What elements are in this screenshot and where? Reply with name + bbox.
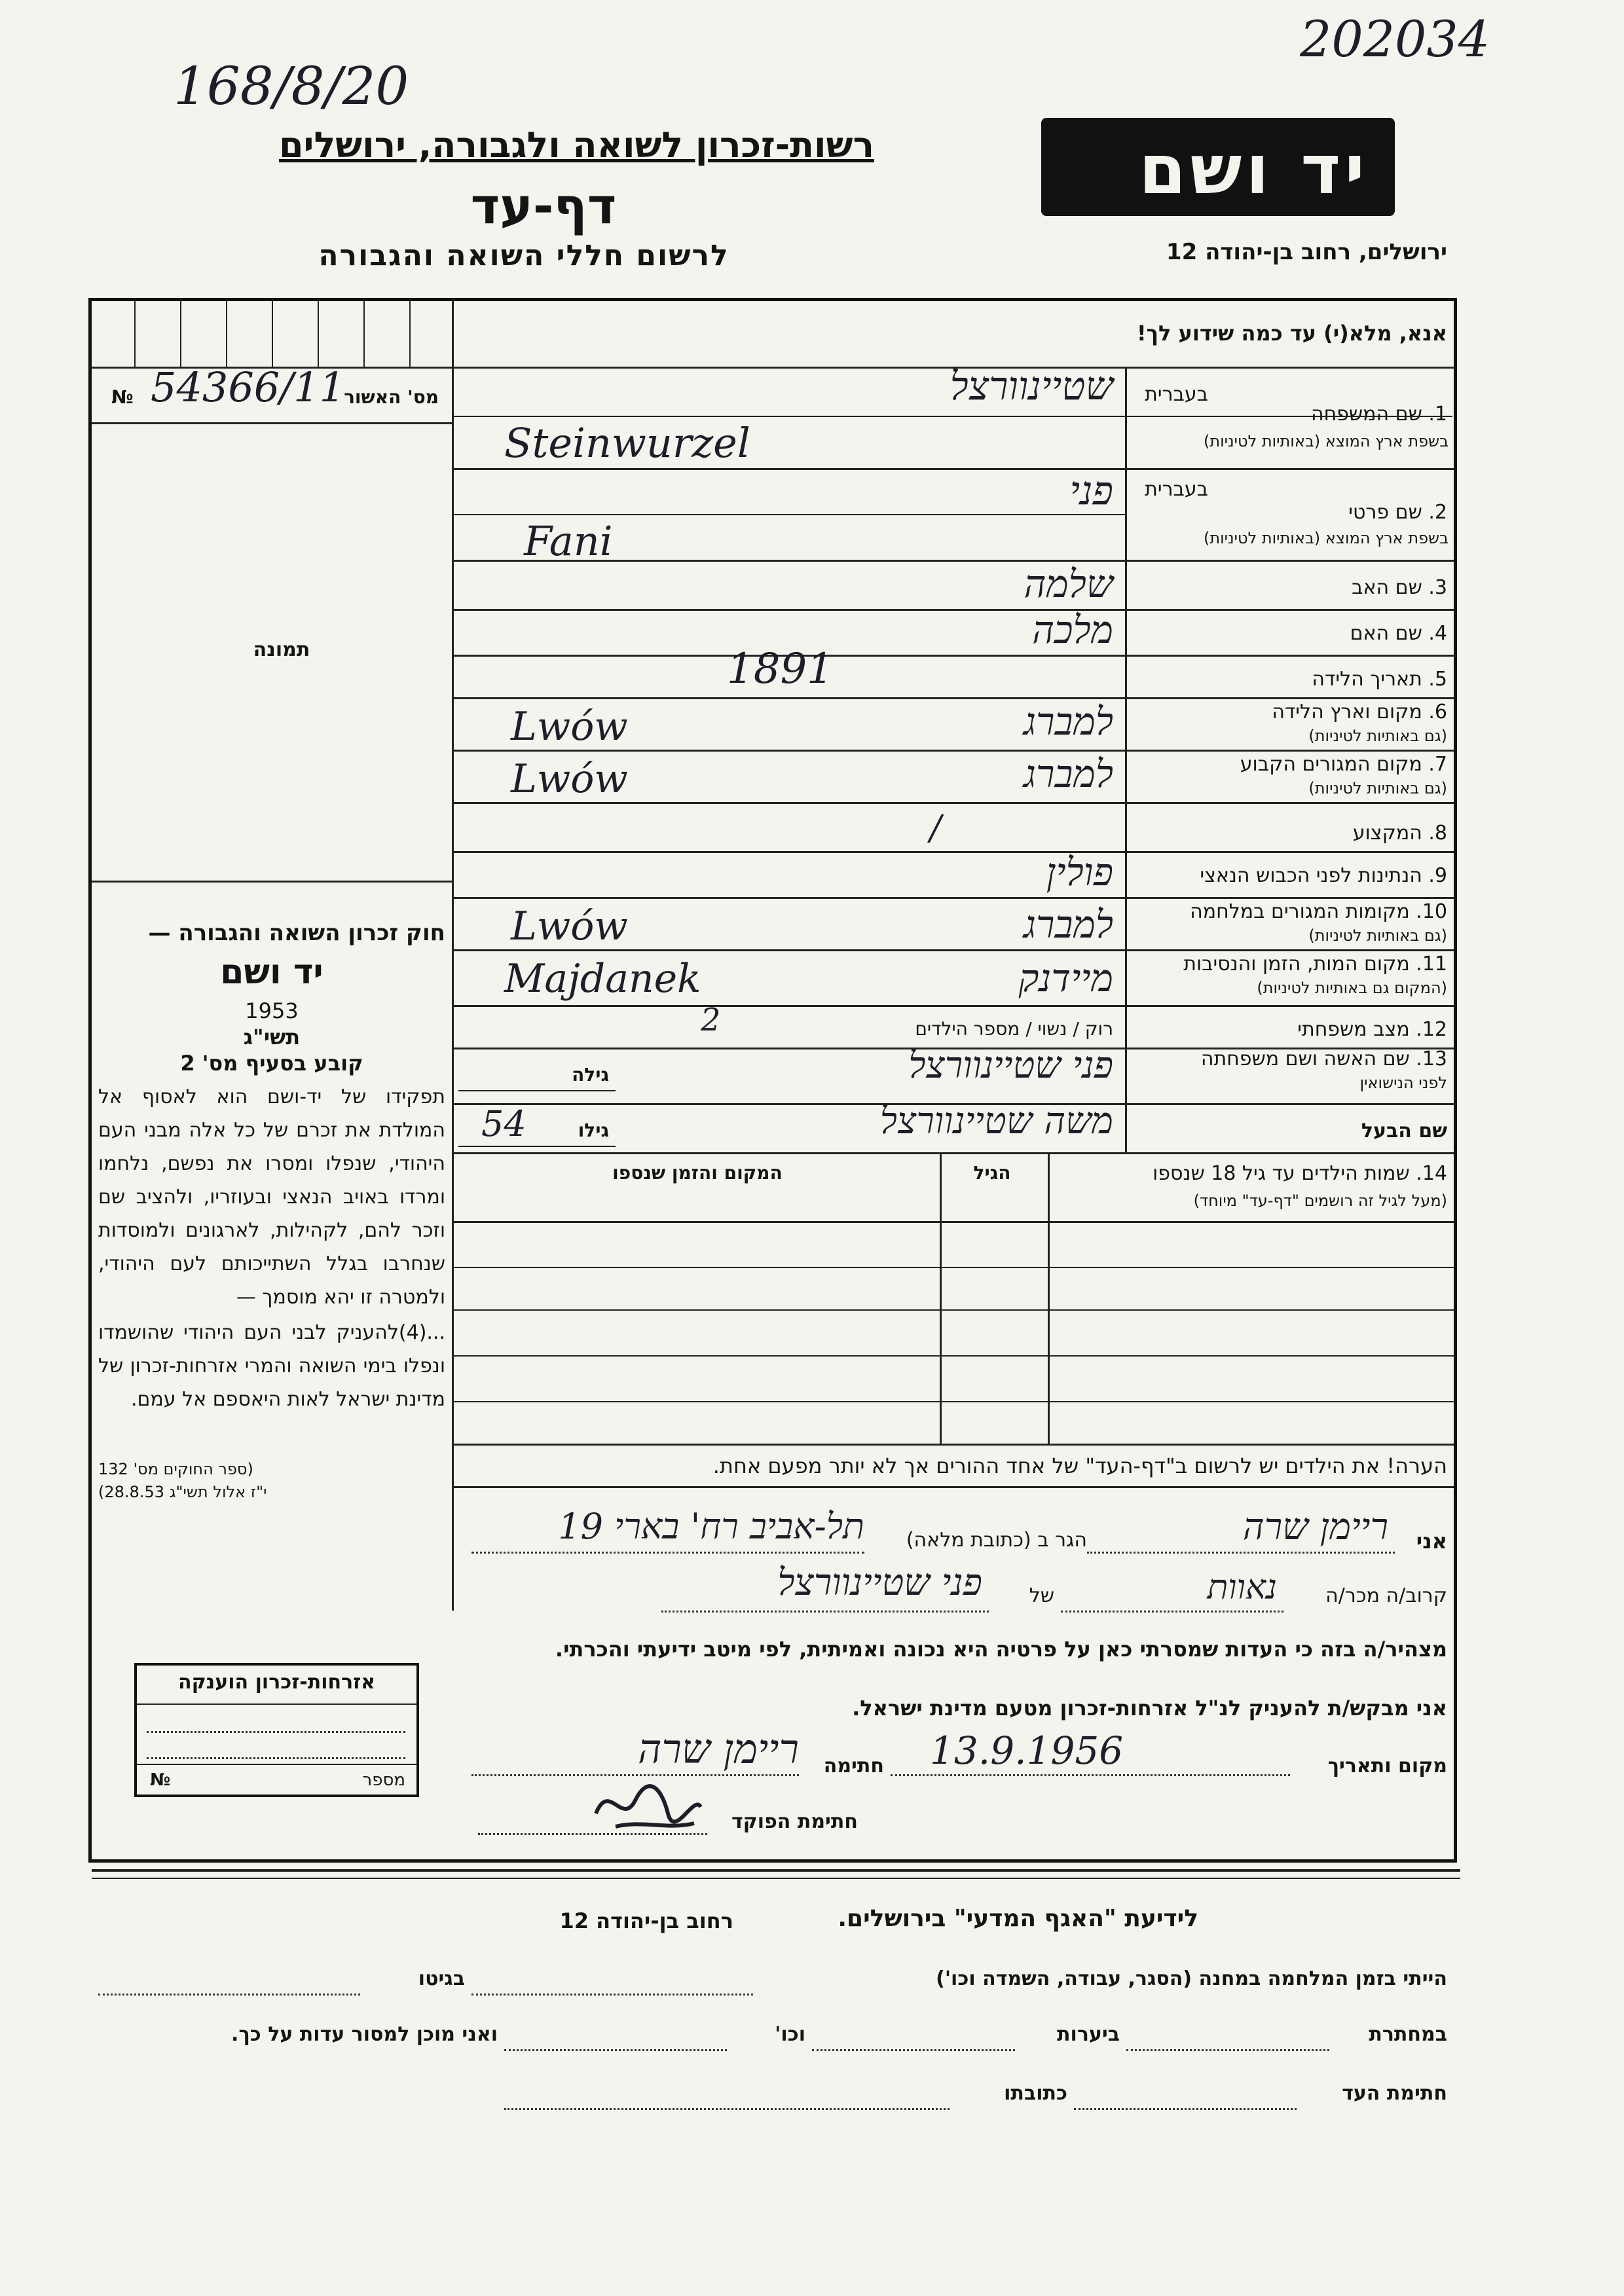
approval-number: 54366/11 (151, 363, 346, 411)
of-name: פני שטיינוורצל (777, 1561, 982, 1604)
firstname-sub: בשפת ארץ המוצא (באותיות לטיניות) (1204, 529, 1449, 547)
children-place-header: המקום והזמן שנספו (612, 1162, 783, 1184)
law-name: יד ושם (220, 953, 323, 992)
witness-signature-label: חתימת העד (1342, 2082, 1447, 2105)
law-year-hebrew: תשי"ג (243, 1025, 301, 1049)
testimony-offer: ואני מוכן למסור עדות על כך. (231, 2023, 498, 2046)
death-place-latin: Majdanek (504, 956, 701, 1002)
of-label: של (1029, 1584, 1054, 1607)
declaration-request: אני מבקש/ת להעניק לנ"ל אזרחות-זכרון מטעם מדינת ישראל. (852, 1696, 1447, 1721)
ghetto-label: בגיטו (418, 1967, 465, 1990)
husband-age-label: גילו (578, 1120, 609, 1141)
birthdate: 1891 (727, 645, 834, 693)
marital-status-options: רוק / נשוי / מספר הילדים (915, 1018, 1113, 1040)
forests-label: ביערות (1057, 2023, 1120, 2046)
wife-sub: לפני הנישואין (1359, 1074, 1447, 1092)
underground-label: במחתרת (1369, 2023, 1447, 2046)
wife-age-label: גילה (572, 1064, 609, 1085)
address: ירושלים, רחוב בן-יהודה 12 (1166, 239, 1447, 265)
signature: ריימן שרה (638, 1725, 799, 1773)
form-title: דף-עד (470, 177, 617, 235)
firstname-latin: Fani (524, 517, 613, 565)
approval-label: מס' האשור (344, 386, 439, 408)
firstname-hebrew: פני (1069, 468, 1113, 514)
handwritten-reference: 168/8/20 (174, 56, 409, 117)
witness-address-label: כתובתו (1004, 2082, 1067, 2105)
archive-number: 202034 (1300, 10, 1490, 68)
citizenship-number-prefix: № (150, 1770, 171, 1790)
citizenship-box-title: אזרחות-זכרון הוענקה (177, 1671, 376, 1694)
law-citation: (ספר החוקים מס' 132 (98, 1460, 253, 1478)
citizenship-label: 9. הנתינות לפני הכבוש הנאצי (1200, 864, 1447, 887)
death-place-hebrew: מיידנק (1018, 956, 1113, 1000)
husband-name: משה שטיינוורצל (879, 1100, 1113, 1142)
war-residence-sub: (גם באותיות לטיניות) (1308, 926, 1447, 945)
war-residence-label: 10. מקומות המגורים במלחמה (1190, 900, 1447, 923)
officer-signature-mark (589, 1774, 707, 1833)
scientific-dept-title: לידיעת "האגף המדעי" בירושלים. (838, 1905, 1198, 1932)
law-text-clause-4: ...(4)להעניק לבני העם היהודי שהושמדו ונפלו בימי השואה והמרי אזרחות-זכרון של מדינת ישראל לאות היאספם אל עמם. (98, 1321, 445, 1411)
photo-label: תמונה (253, 638, 310, 661)
birthplace-label: 6. מקום וארץ הלידה (1272, 701, 1447, 723)
camp-line: הייתי בזמן המלחמה במחנה (הסגר, עבודה, השמדה וכו') (936, 1967, 1447, 1990)
children-age-header: הגיל (973, 1162, 1011, 1184)
place-date: 13.9.1956 (930, 1728, 1124, 1773)
children-note: הערה! את הילדים יש לרשום ב"דף-העד" של אחד ההורים אך לא יותר מפעם אחת. (712, 1453, 1447, 1478)
birthdate-label: 5. תאריך הלידה (1312, 668, 1447, 691)
citizenship-number-label: מספר (362, 1770, 405, 1790)
children-count: 2 (701, 1002, 721, 1038)
declarant-resides-label: הגר ב (כתובת מלאה) (906, 1529, 1087, 1552)
residence-latin: Lwów (511, 756, 628, 802)
war-residence-latin: Lwów (511, 903, 628, 949)
residence-hebrew: למברג (1023, 752, 1113, 796)
birthplace-latin: Lwów (511, 704, 628, 750)
death-place-label: 11. מקום המות, הזמן והנסיבות (1183, 953, 1447, 975)
yad-vashem-logo (1041, 118, 1395, 216)
wife-name: פני שטיינוורצל (908, 1044, 1113, 1087)
declarant-address: תל-אביב רח' בארי 19 (558, 1506, 864, 1547)
death-place-sub: (המקום גם באותיות לטיניות) (1257, 979, 1447, 997)
surname-label: 1. שם המשפחה (1310, 403, 1447, 426)
approval-prefix: № (111, 386, 134, 408)
husband-label: שם הבעל (1361, 1120, 1447, 1142)
children-sub: (מעל לגיל זה רושמים "דף-עד" מיוחד) (1193, 1192, 1447, 1210)
father-name: שלמה (1024, 562, 1113, 606)
birthplace-hebrew: למברג (1023, 699, 1113, 744)
law-title: חוק זכרון השואה והגבורה — (148, 920, 445, 946)
column-divider (452, 301, 454, 1611)
residence-sub: (גם באותיות לטיניות) (1308, 779, 1447, 797)
law-text: תפקידו של יד-ושם הוא לאסוף אל המולדת את זכרם של כל אלה מבני העם היהודי, שנפלו ומסרו את נפשם, נלחמו ומרדו באויב הנאצי ובעוזריו, ולהציב שם וזכר להם, לקהילות, לארגונים ולמוסדות שנחרבו בגלל השתייכותם לעם היהודי, ולמטרה זו יהא מוסמך — (98, 1085, 445, 1309)
citizenship-granted-box (134, 1663, 419, 1797)
profession-value: / (930, 809, 942, 848)
surname-hebrew: שטיינוורצל (950, 363, 1113, 409)
instructions: אנא, מלא(י) עד כמה שידוע לך! (1136, 321, 1447, 346)
profession-label: 8. המקצוע (1352, 822, 1447, 845)
law-year: 1953 (245, 998, 299, 1023)
law-clause: קובע בסעיף מס' 2 (180, 1051, 363, 1076)
place-date-label: מקום ותאריך (1327, 1755, 1447, 1777)
surname-latin: Steinwurzel (504, 419, 750, 467)
officer-label: חתימת הפוקד (731, 1810, 858, 1833)
officer-signature-scribble (589, 1774, 707, 1833)
husband-age: 54 (481, 1103, 526, 1144)
signature-label: חתימה (823, 1755, 884, 1777)
firstname-label: 2. שם פרטי (1348, 501, 1447, 524)
relation-value: נאוות (1207, 1568, 1277, 1607)
citizenship-value: פולין (1046, 850, 1113, 894)
marital-status-label: 12. מצב משפחתי (1297, 1018, 1447, 1041)
logo-text: יד ושם (1139, 130, 1369, 210)
birthplace-sub: (גם באותיות לטיניות) (1308, 727, 1447, 745)
father-label: 3. שם האב (1352, 576, 1447, 599)
firstname-hebrew-tag: בעברית (1145, 478, 1208, 501)
war-residence-hebrew: למברג (1023, 902, 1113, 947)
form-subtitle: לרשום חללי השואה והגבורה (318, 239, 729, 272)
relative-label: קרוב/ה מכר/ה (1325, 1584, 1447, 1607)
declaration-statement: מצהיר/ה בזה כי העדות שמסרתי כאן על פרטיה היא נכונה ואמיתית, לפי מיטב ידיעתי והכרתי. (555, 1637, 1447, 1662)
etc-label: וכו' (775, 2023, 805, 2046)
wife-label: 13. שם האשה ושם משפחתה (1200, 1048, 1447, 1070)
residence-label: 7. מקום המגורים הקבוע (1240, 753, 1447, 776)
surname-sub: בשפת ארץ המוצא (באותיות לטיניות) (1204, 432, 1449, 450)
mother-name: מלכה (1032, 608, 1113, 652)
scientific-dept-address: רחוב בן-יהודה 12 (559, 1908, 733, 1933)
surname-hebrew-tag: בעברית (1145, 383, 1208, 406)
declarant-name: ריימן שרה (1242, 1506, 1388, 1548)
law-citation-date: י"ז אלול תשי"ג 28.8.53) (98, 1483, 267, 1501)
mother-label: 4. שם האם (1350, 622, 1447, 645)
declarant-i-label: אני (1416, 1529, 1447, 1554)
children-label: 14. שמות הילדים עד גיל 18 שנספו (1153, 1162, 1447, 1185)
authority-name: רשות-זכרון לשואה ולגבורה, ירושלים (278, 124, 874, 166)
